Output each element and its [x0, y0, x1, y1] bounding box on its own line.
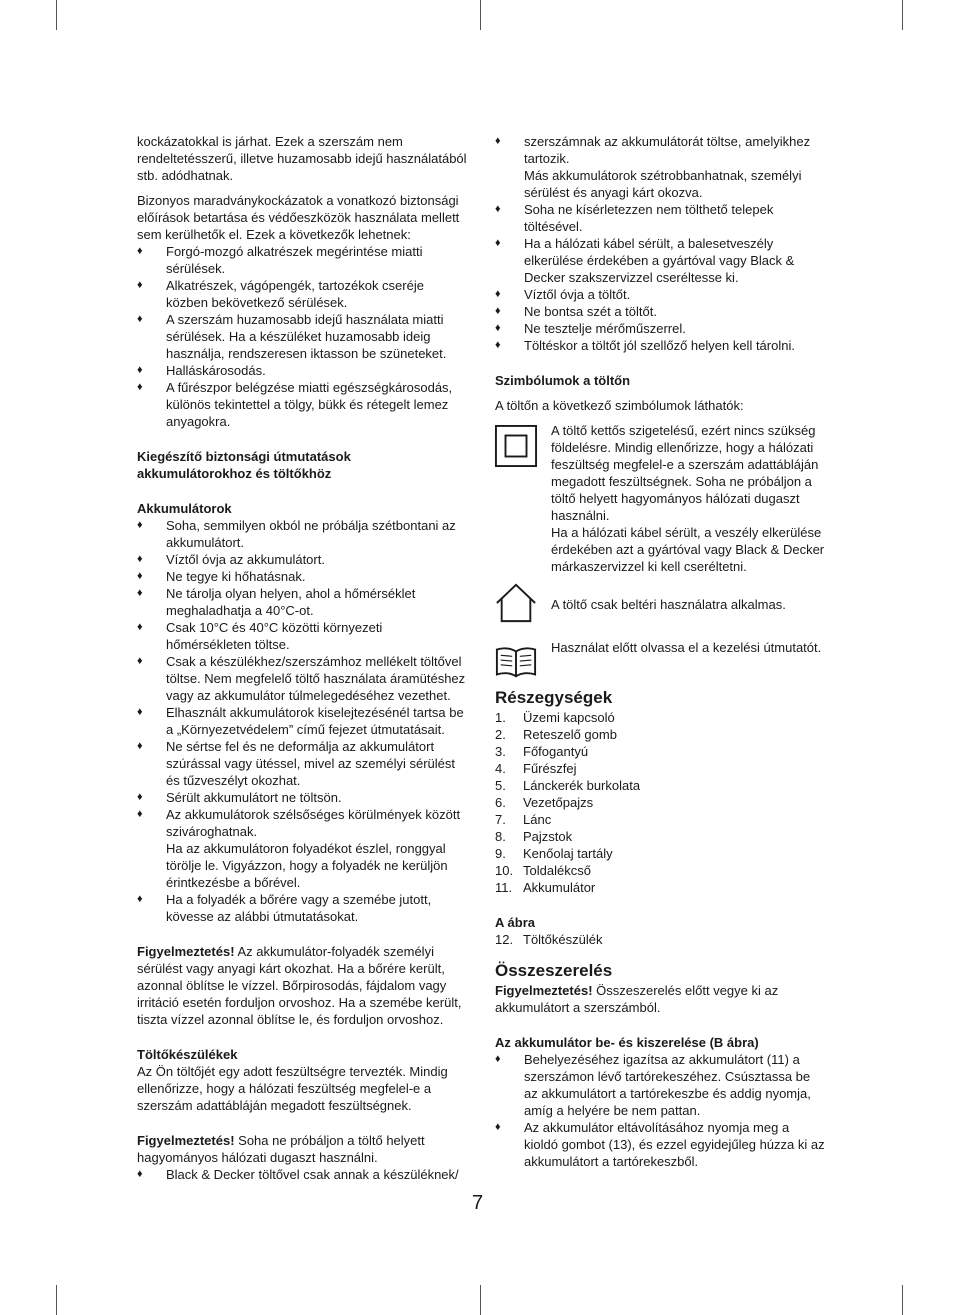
heading-figure-a: A ábra: [495, 915, 535, 930]
list-item: ♦ Az akkumulátor eltávolításához nyomja meg a kioldó gombot (13), és ezzel egyidejűleg húzza ki az akkumulátort a tartórekeszből.: [495, 1119, 825, 1170]
list-item: ♦ Behelyezéséhez igazítsa az akkumulátort (11) a szerszámon lévő tartórekeszéhez. Csúsztassa be az akkumulátort a tartórekeszbe és addig nyomja, amíg a helyére be nem pattan.: [495, 1051, 825, 1119]
left-column: [137, 133, 467, 1183]
assembly-warning: [495, 982, 825, 1016]
list-item: ♦ A fűrészpor belégzése miatti egészségkárosodás, különös tekintettel a tölgy, bükk és rétegelt lemez anyagokra.: [137, 379, 467, 430]
symbol-read-manual: [495, 639, 825, 679]
list-item: ♦ Elhasznált akkumulátorok kiselejtezésénél tartsa be a „Környezetvédelem” című fejezet útmutatásait.: [137, 704, 467, 738]
heading-parts: Részegységek: [495, 688, 613, 707]
list-item: ♦ Csak 10°C és 40°C közötti környezeti hőmérsékleten töltse.: [137, 619, 467, 653]
chargers-paragraph: Az Ön töltőjét egy adott feszültségre tervezték. Mindig ellenőrizze, hogy a hálózati feszültség megfelel-e a szerszám adattábláján megadott feszültségnek.: [137, 1064, 448, 1113]
crop-mark-top-left: [56, 0, 57, 30]
list-item: 10. Toldalékcső: [495, 863, 591, 878]
symbol-text: A töltő csak beltéri használatra alkalmas.: [551, 597, 786, 612]
intro-paragraph-2: Bizonyos maradványkockázatok a vonatkozó biztonsági előírások betartása és védőeszközök használata mellett sem kerülhetők el. Ezek a következők lehetnek:: [137, 193, 460, 242]
symbol-indoor-use: [495, 587, 825, 627]
open-book-icon: [495, 645, 537, 679]
list-item: 6. Vezetőpajzs: [495, 795, 594, 810]
risk-list: [137, 243, 467, 430]
warning-label: Figyelmeztetés!: [137, 1133, 235, 1148]
symbol-text: Használat előtt olvassa el a kezelési útmutatót.: [551, 640, 822, 655]
charger-list: [495, 201, 825, 354]
warning-text: Összeszerelés előtt vegye ki az akkumulátort a szerszámból.: [495, 983, 779, 1015]
list-item: ♦ Töltéskor a töltőt jól szellőző helyen kell tárolni.: [495, 337, 825, 354]
list-item: ♦ Ne tegye ki hőhatásnak.: [137, 568, 467, 585]
warning-label: Figyelmeztetés!: [495, 983, 593, 998]
list-item: ♦ Csak a készülékhez/szerszámhoz mellékelt töltővel töltse. Nem megfelelő töltő használata áramütéshez vagy az akkumulátor túlmelegedéséhez vezethet.: [137, 653, 467, 704]
list-item-text: Az akkumulátorok szélsőséges körülmények között szivároghatnak.: [166, 807, 461, 839]
list-item: ♦ Víztől óvja az akkumulátort.: [137, 551, 467, 568]
battery-fit-list: [495, 1051, 825, 1170]
symbol-double-insulation: [495, 422, 825, 575]
charger-list-start: [137, 1166, 467, 1183]
charger-list-cont: [495, 133, 825, 201]
list-item: [495, 133, 825, 201]
list-item: ♦ Soha, semmilyen okból ne próbálja szétbontani az akkumulátort.: [137, 517, 467, 551]
list-item: 2. Reteszelő gomb: [495, 727, 617, 742]
list-item: ♦ Halláskárosodás.: [137, 362, 467, 379]
list-item: ♦ Ne bontsa szét a töltőt.: [495, 303, 825, 320]
list-item: 8. Pajzstok: [495, 829, 573, 844]
list-item: 12. Töltőkészülék: [495, 932, 603, 947]
symbol-text: A töltő kettős szigetelésű, ezért nincs szükség földelésre. Mindig ellenőrizze, hogy a hálózati feszültség megfelel-e a szerszám adattábláján megadott feszültségnek. Soha ne próbáljon a töltő helyett hagyományos hálózati dugaszt használni.: [551, 423, 819, 523]
list-item-text: szerszámnak az akkumulátorát töltse, amelyikhez tartozik.: [524, 134, 811, 166]
warning-text: Soha ne próbáljon a töltő helyett hagyományos hálózati dugaszt használni.: [137, 1133, 425, 1165]
parts-list: [495, 709, 825, 896]
list-item: 4. Fűrészfej: [495, 761, 577, 776]
list-item: ♦ Black & Decker töltővel csak annak a készüléknek/: [137, 1166, 467, 1183]
list-item-extra: Más akkumulátorok szétrobbanhatnak, személyi sérülést és anyagi kárt okozva.: [524, 168, 802, 200]
list-item: 7. Lánc: [495, 812, 552, 827]
list-item: ♦ Ne tesztelje mérőműszerrel.: [495, 320, 825, 337]
list-item: ♦ Víztől óvja a töltőt.: [495, 286, 825, 303]
heading-batteries: Akkumulátorok: [137, 501, 232, 516]
heading-chargers: Töltőkészülékek: [137, 1047, 238, 1062]
battery-list: [137, 517, 467, 925]
crop-mark-top-center: [480, 0, 481, 30]
symbol-text-extra: Ha a hálózati kábel sérült, a veszély elkerülése érdekében azt a gyártóval vagy Black & Decker márkaszervizzel ki kell cseréltetni.: [551, 525, 825, 574]
warning-paragraph-1: [137, 943, 467, 1028]
list-item: ♦ Ha a folyadék a bőrére vagy a szemébe jutott, kövesse az alábbi útmutatásokat.: [137, 891, 467, 925]
list-item: ♦ Ne tárolja olyan helyen, ahol a hőmérséklet meghaladhatja a 40°C-ot.: [137, 585, 467, 619]
warning-paragraph-2: [137, 1132, 467, 1166]
crop-mark-bottom-left: [56, 1285, 57, 1315]
crop-mark-top-right: [902, 0, 903, 30]
heading-battery-fit: Az akkumulátor be- és kiszerelése (B ábra): [495, 1035, 759, 1050]
list-item: ♦ Ne sértse fel és ne deformálja az akkumulátort szúrással vagy ütéssel, mivel az személyi sérülést és tűzveszélyt okozhat.: [137, 738, 467, 789]
list-item: [137, 806, 467, 891]
double-insulation-icon: [495, 424, 537, 468]
heading-symbols: Szimbólumok a töltőn: [495, 373, 631, 388]
list-item: ♦ Ha a hálózati kábel sérült, a balesetveszély elkerülése érdekében a gyártóval vagy Black & Decker szakszervizzel cseréltesse ki.: [495, 235, 825, 286]
list-item: ♦ A szerszám huzamosabb idejű használata miatti sérülések. Ha a készüléket huzamosabb ideig használja, rendszeresen iktasson be szüneteket.: [137, 311, 467, 362]
right-column: [495, 133, 825, 1170]
intro-paragraph-1: kockázatokkal is járhat. Ezek a szerszám nem rendeltetésszerű, illetve huzamosabb idejű használatából stb. adódhatnak.: [137, 134, 467, 183]
list-item: ♦ Forgó-mozgó alkatrészek megérintése miatti sérülések.: [137, 243, 467, 277]
list-item: 3. Főfogantyú: [495, 744, 589, 759]
page-number: 7: [472, 1192, 484, 1214]
list-item: ♦ Alkatrészek, vágópengék, tartozékok cseréje közben bekövetkező sérülések.: [137, 277, 467, 311]
figure-a-list: [495, 931, 825, 948]
crop-mark-bottom-center: [480, 1285, 481, 1315]
warning-label: Figyelmeztetés!: [137, 944, 235, 959]
list-item-extra: Ha az akkumulátoron folyadékot észlel, ronggyal törölje le. Vigyázzon, hogy a folyadék ne kerüljön érintkezésbe a bőrével.: [166, 841, 448, 890]
list-item: 1. Üzemi kapcsoló: [495, 710, 615, 725]
symbols-intro: A töltőn a következő szimbólumok láthatók:: [495, 398, 744, 413]
warning-text: Az akkumulátor-folyadék személyi sérülést vagy anyagi kárt okozhat. Ha a bőrére került, azonnal öblítse le vízzel. Bőrpirosodás, fájdalom vagy irritáció esetén forduljon orvoshoz. Ha a szemébe került, tiszta vízzel azonnal öblítse le, és forduljon orvoshoz.: [137, 944, 462, 1027]
heading-assembly: Összeszerelés: [495, 961, 613, 980]
list-item: 5. Lánckerék burkolata: [495, 778, 641, 793]
list-item: 9. Kenőolaj tartály: [495, 846, 613, 861]
list-item: 11. Akkumulátor: [495, 880, 596, 895]
heading-extra-safety: Kiegészítő biztonsági útmutatások akkumulátorokhoz és töltőkhöz: [137, 449, 351, 481]
house-icon: [495, 581, 537, 625]
list-item: ♦ Soha ne kísérletezzen nem tölthető telepek töltésével.: [495, 201, 825, 235]
crop-mark-bottom-right: [902, 1285, 903, 1315]
list-item: ♦ Sérült akkumulátort ne töltsön.: [137, 789, 467, 806]
